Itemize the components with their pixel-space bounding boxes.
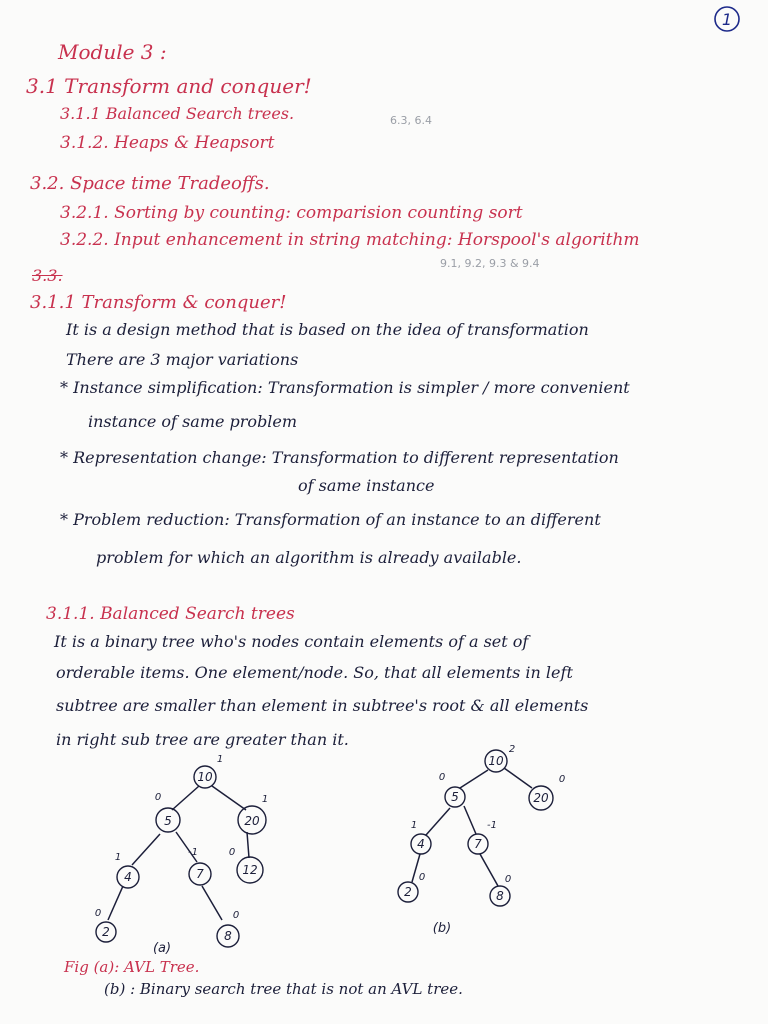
tree-a-nodes [96,766,269,947]
toc-3-1-2: 3.1.2. Heaps & Heapsort [60,133,275,153]
module-heading: Module 3 : [58,40,167,64]
caption-fig-a: Fig (a): AVL Tree. [64,958,200,976]
tree-b-node-key: 7 [474,837,482,851]
tree-a-node-key: 2 [102,925,110,939]
toc-3-2-2: 3.2.2. Input enhancement in string matching: Horspool's algorithm [60,230,640,250]
tree-b-balance-factor: 1 [410,820,418,831]
balanced-heading: 3.1.1. Balanced Search trees [46,604,295,624]
variation-1-line-1: * Instance simplification: Transformation is simpler / more convenient [60,378,630,397]
toc-3-3: 3.3. [32,266,63,285]
transform-line-1: It is a design method that is based on the idea of transformation [66,320,589,339]
tree-b-balance-factor: 2 [508,744,516,755]
page-number-badge [712,4,742,34]
toc-3-1: 3.1 Transform and conquer! [26,74,312,98]
balanced-line-3: subtree are smaller than element in subtree's root & all elements [56,696,589,715]
tree-a-balance-factor: 0 [228,847,236,858]
tree-b-node-key: 4 [417,837,425,851]
transform-line-2: There are 3 major variations [66,350,299,369]
tree-a-node-key: 4 [124,870,132,884]
variation-3-line-2: problem for which an algorithm is already available. [96,548,522,567]
balanced-line-4: in right sub tree are greater than it. [56,730,349,749]
tree-a-balance-factor: 0 [232,910,240,921]
tree-b-node-key: 5 [451,790,459,804]
tree-b-balance-factor: 0 [558,774,566,785]
tree-a-balance-factor: 0 [94,908,102,919]
variation-2-line-1: * Representation change: Transformation to different representation [60,448,619,467]
balanced-line-2: orderable items. One element/node. So, that all elements in left [56,663,573,682]
tree-a-node-key: 8 [224,929,232,943]
non-avl-tree-figure [380,740,580,940]
tree-a-label: (a) [152,941,172,956]
tree-a-balance-factor: 0 [154,792,162,803]
variation-1-line-2: instance of same problem [88,412,298,431]
tree-a-balance-factor: -1 [188,847,198,858]
tree-a-balance-factor: 1 [114,852,122,863]
toc-3-2-1: 3.2.1. Sorting by counting: comparision counting sort [60,203,523,223]
tree-b-edges [412,768,532,886]
variation-2-line-2: of same instance [298,476,435,495]
transform-heading: 3.1.1 Transform & conquer! [30,292,287,313]
tree-a-node-key: 20 [244,814,260,828]
tree-a-node-key: 7 [196,867,204,881]
tree-b-balance-factor: 0 [438,772,446,783]
tree-b-balance-factor: 0 [418,872,426,883]
toc-3-2-ref: 9.1, 9.2, 9.3 & 9.4 [440,257,540,270]
page-number: 1 [721,10,733,29]
tree-b-node-key: 10 [488,754,504,768]
tree-a-node-key: 10 [197,770,213,784]
tree-b-node-key: 8 [496,889,504,903]
caption-fig-b: (b) : Binary search tree that is not an AVL tree. [104,980,463,998]
tree-a-node-key: 5 [164,814,172,828]
tree-b-balance-factor: -1 [487,820,497,831]
tree-b-node-key: 20 [533,791,549,805]
balanced-line-1: It is a binary tree who's nodes contain elements of a set of [54,632,529,651]
toc-3-1-1: 3.1.1 Balanced Search trees. [60,104,295,123]
tree-a-balance-factor: 1 [216,754,224,765]
tree-a-node-key: 12 [242,863,258,877]
variation-3-line-1: * Problem reduction: Transformation of an instance to an different [60,510,601,529]
avl-tree-figure [0,750,360,960]
tree-a-balance-factor: 1 [261,794,269,805]
toc-3-2: 3.2. Space time Tradeoffs. [30,173,270,194]
tree-b-balance-factor: 0 [504,874,512,885]
tree-b-node-key: 2 [404,885,412,899]
toc-3-1-1-ref: 6.3, 6.4 [390,114,432,127]
tree-b-label: (b) [432,921,452,936]
